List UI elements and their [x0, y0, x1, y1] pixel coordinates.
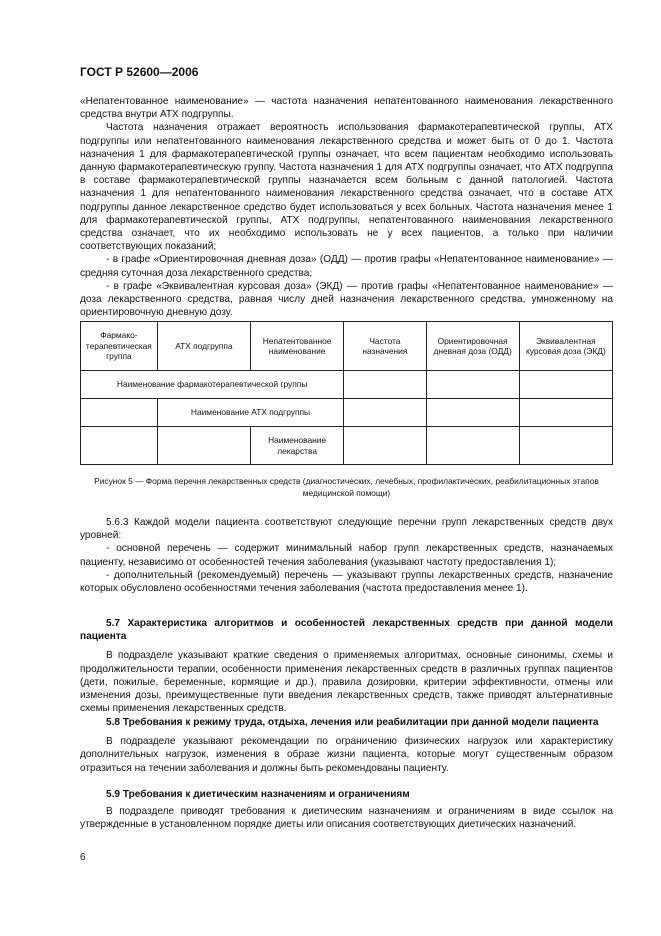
empty-cell: [81, 427, 158, 465]
empty-cell: [519, 427, 612, 465]
atc-name-cell: Наименование АТХ подгруппы: [157, 399, 343, 427]
empty-cell: [81, 399, 158, 427]
section-5-7: [80, 617, 613, 715]
header-cell: Фармако-терапевтическая группа: [81, 322, 158, 371]
empty-cell: [426, 371, 519, 399]
empty-cell: [519, 371, 612, 399]
section-title: 5.7 Характеристика алгоритмов и особенностей лекарственных средств при данной модели пациента: [80, 618, 613, 643]
empty-cell: [344, 399, 426, 427]
figure-caption: Рисунок 5 — Форма перечня лекарственных средств (диагностических, лечебных, профилактических, реабилитационных этапов медицинской помощи): [94, 476, 599, 499]
group-name-cell: Наименование фармакотерапевтической группы: [81, 371, 344, 399]
paragraph: - основной перечень — содержит минимальный набор групп лекарственных средств, назначаемых пациенту, независимо от особенностей течения заболевания (указывают частоту предоставления 1);: [80, 543, 613, 568]
header-cell: Ориентировочная дневная доза (ОДД): [426, 322, 519, 371]
section-title: 5.8 Требования к режиму труда, отдыха, лечения или реабилитации при данной модели пациента: [106, 717, 599, 728]
paragraph: «Непатентованное наименование» — частота назначения непатентованного наименования лекарственного средства внутри АТХ подгруппы.: [80, 96, 613, 121]
page-number: 6: [80, 852, 86, 863]
header-cell: Частота назначения: [344, 322, 426, 371]
paragraph: - дополнительный (рекомендуемый) перечень — указывают группы лекарственных средств, назначение которых обусловлено особенностями течения заболевания (частота предоставления менее 1).: [80, 569, 613, 595]
empty-cell: [344, 371, 426, 399]
empty-cell: [426, 427, 519, 465]
paragraph: - в графе «Ориентировочная дневная доза» (ОДД) — против графы «Непатентованное наименование» — средняя суточная доза лекарственного средства;: [80, 254, 613, 279]
header-cell: Эквивалентная курсовая доза (ЭКД): [519, 322, 612, 371]
empty-cell: [344, 427, 426, 465]
empty-cell: [426, 399, 519, 427]
header-cell: Непатентованное наименование: [251, 322, 344, 371]
paragraph: В подразделе указывают краткие сведения о применяемых алгоритмах, основные синонимы, схемы и продолжительности терапии, особенности применения лекарственных средств в различных группах пациентов (дети, пожилые, беременные, кормящие и др.), правила дозировки, критерии эффективности, отмены или изменения дозы, преимущественные пути введения лекарственных средств, также приводят альтернативные схемы применения лекарственных средств.: [80, 650, 613, 715]
empty-cell: [519, 399, 612, 427]
paragraph: В подразделе приводят требования к диетическим назначениям и ограничениям в виде ссылок на утвержденные в установленном порядке диеты или описания соответствующих диетических назначений.: [80, 806, 613, 831]
paragraph: Частота назначения отражает вероятность использования фармакотерапевтической группы, АТХ подгруппы или непатентованного наименования лекарственного средства и может быть от 0 до 1. Частота назначения 1 для фармакотерапевтической группы означает, что всем пациентам необходимо использовать данную фармакотерапевтическую группу. Частота назначения 1 для АТХ подгруппы означает, что АТХ подгруппа в составе фармакотерапевтической группы назначается всем больным с данной патологией. Частота назначения 1 для непатентованного наименования лекарственного средства означает, что в составе АТХ подгруппы данное лекарственное средство будет использоваться у всех больных. Частота назначения менее 1 для фармакотерапевтической группы, АТХ подгруппы, непатентованного наименования лекарственного средства означает, что их необходимо использовать не у всех пациентов, а только при наличии соответствующих показаний;: [80, 122, 613, 253]
section-5-6-3: [80, 516, 613, 595]
intro-block: [80, 95, 613, 319]
section-5-9: [80, 788, 613, 832]
drug-name-cell: Наименование лекарства: [251, 427, 344, 465]
paragraph: В подразделе указывают рекомендации по ограничению физических нагрузок или характеристику дополнительных нагрузок, изменения в образе жизни пациента, которые могут существенным образом отразиться на течении заболевания и должны быть рекомендованы пациенту.: [80, 736, 613, 774]
paragraph: - в графе «Эквивалентная курсовая доза» (ЭКД) — против графы «Непатентованное наименование» — доза лекарственного средства, равная числу дней назначения лекарственного средства, умноженному на ориентировочную дневную дозу.: [80, 280, 613, 319]
header-cell: АТХ подгруппа: [157, 322, 250, 371]
section-title: 5.9 Требования к диетическим назначениям и ограничениям: [106, 789, 410, 800]
drug-list-form-table: [80, 321, 613, 465]
paragraph: 5.6.3 Каждой модели пациента соответствуют следующие перечни групп лекарственных средств двух уровней:: [80, 517, 613, 542]
empty-cell: [157, 427, 250, 465]
document-header: ГОСТ Р 52600—2006: [80, 65, 199, 79]
section-5-8: [80, 716, 613, 775]
